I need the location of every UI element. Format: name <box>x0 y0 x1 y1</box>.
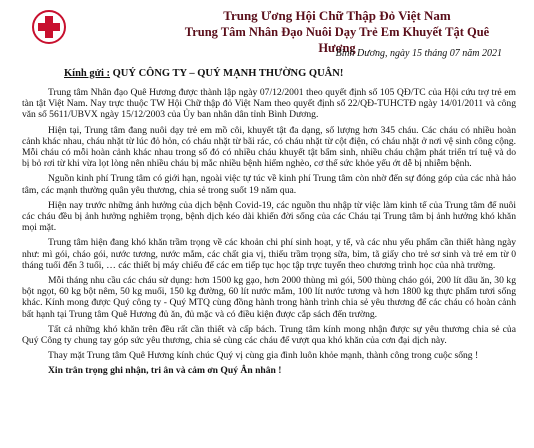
paragraph-6: Mỗi tháng nhu cầu các cháu sử dụng: hơn 1500 kg gạo, hơn 2000 thùng mì gói, 500 thùng cháo gói, 200 lít dầu ăn, 30 kg bột ngọt, 60 kg bột nêm, 50 kg muối, 150 kg đường, 60 lít nước mắm, 100 lít nước tương và hơn 1800 kg thực phẩm tươi sống khác. Kính mong được Quý công ty - Quý MTQ cùng đồng hành trong hành trình chia sẻ yêu thương để các cháu có hoàn cảnh bất hạnh tại Trung tâm Quê Hương đủ ăn, đủ mặc và có điều kiện được cắp sách đến trường. <box>22 275 516 320</box>
letter-header <box>22 6 516 59</box>
paragraph-3: Nguồn kinh phí Trung tâm có giới hạn, ngoài việc tự túc về kinh phí Trung tâm còn nhờ đến sự đóng góp của các nhà hảo tâm, các mạnh thường quân yêu thương, chia sẻ trong suốt 19 năm qua. <box>22 173 516 196</box>
red-cross-icon <box>32 10 66 44</box>
salutation-recipient: QUÝ CÔNG TY – QUÝ MẠNH THƯỜNG QUÂN! <box>112 68 344 79</box>
paragraph-4: Hiện nay trước những ảnh hưởng của dịch bệnh Covid-19, các nguồn thu nhập từ việc làm kinh tế của Trung tâm để nuôi các cháu đều bị ảnh hưởng nghiêm trọng, bệnh dịch kéo dài khiến đời sống của các Cháu tại Trung tâm bị ảnh hưởng khó khăn mọi mặt. <box>22 199 516 234</box>
letter-date: Bình Dương, ngày 15 tháng 07 năm 2021 <box>335 48 502 59</box>
paragraph-7: Tất cả những khó khăn trên đều rất cần thiết và cấp bách. Trung tâm kính mong nhận được sự yêu thương chia sẻ của Quý Công ty chung tay góp sức yêu thương, chia sẻ cùng các cháu để vượt qua khó khăn của cơn đại dịch này. <box>22 323 516 347</box>
letter-body <box>22 87 516 377</box>
closing-line: Xin trân trọng ghi nhận, tri ân và cảm ơn Quý Ân nhân ! <box>48 365 282 377</box>
org-line-1: Trung Ương Hội Chữ Thập Đỏ Việt Nam <box>223 8 451 23</box>
salutation <box>22 68 516 79</box>
org-line-2: Trung Tâm Nhân Đạo Nuôi Dạy Trẻ Em Khuyết Tật Quê Hương <box>184 25 490 55</box>
paragraph-1: Trung tâm Nhân đạo Quê Hương được thành lập ngày 07/12/2001 theo quyết định số 105 QĐ/TC của Hội cứu trợ trẻ em tàn tật Việt Nam. Nay trực thuộc TW Hội Chữ thập đỏ Việt Nam theo quyết định số 22/QĐ-TUHCTĐ ngày 14/01/2011 và công văn số 5611/UBVX ngày 15/12/2003 của Ủy ban nhân dân tỉnh Bình Dương. <box>22 87 516 121</box>
salutation-prefix: Kính gửi : <box>64 68 110 79</box>
paragraph-5: Trung tâm hiện đang khó khăn trầm trọng về các khoản chi phí sinh hoạt, y tế, và các nhu yếu phẩm cần thiết hàng ngày như: mì gói, cháo gói, nước tương, nước mắm, các chất gia vị, thiếu trầm trọng sữa, bỉm, tã giấy cho trẻ sơ sinh và trẻ em từ 0 tháng tuổi đến 3 tuổi, … các thiết bị máy chiếu để các em tiếp tục học tập trực tuyến theo chương trình học của nhà trường. <box>22 237 516 271</box>
paragraph-2: Hiện tại, Trung tâm đang nuôi dạy trẻ em mồ côi, khuyết tật đa dạng, số lượng hơn 345 cháu. Các cháu có nhiều hoàn cảnh khác nhau, cháu nhặt từ lúc đỏ hỏn, có cháu nhặt từ bãi rác, có cháu nhặt từ cột điện, có cháu nhặt ở nơi vệ sinh công cộng. Mỗi cháu có mỗi hoàn cảnh khác nhau trong số đó có nhiều cháu khuyết tật bẩm sinh, nhiều cháu chậm phát triển trí tuệ và do bị bỏ rơi từ khi vừa lọt lòng nên nhiều cháu bị mắc nhiều bệnh hiểm nghèo, cơ thể sức khỏe yếu ớt dễ bị nhiễm bệnh. <box>22 124 516 170</box>
paragraph-8: Thay mặt Trung tâm Quê Hương kính chúc Quý vị cùng gia đình luôn khỏe mạnh, thành công trong cuộc sống ! <box>48 350 479 362</box>
